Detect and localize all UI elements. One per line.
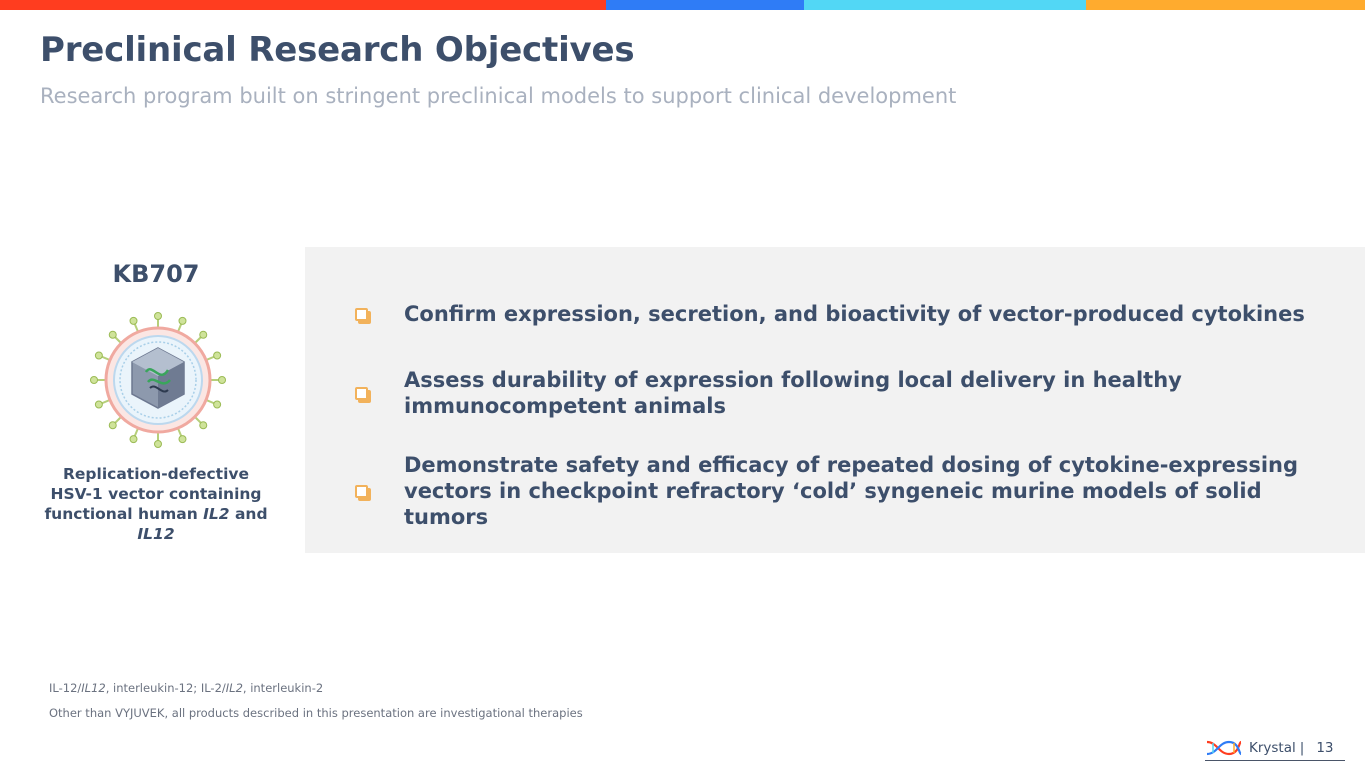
krystal-dna-logo-icon	[1205, 738, 1243, 758]
virus-spike-tip	[109, 331, 116, 338]
objective-text: Assess durability of expression following local delivery in healthy immunocompetent animals	[404, 368, 1182, 418]
virus-spike-tip	[155, 441, 162, 448]
brand-separator: |	[1299, 740, 1305, 756]
virus-spike-tip	[214, 401, 221, 408]
product-description	[40, 464, 272, 544]
bar-segment-blue	[606, 0, 804, 10]
product-name: KB707	[112, 260, 200, 288]
disclaimer-footnote: Other than VYJUVEK, all products described in this presentation are investigational therapies	[49, 706, 583, 720]
virus-spike-tip	[109, 422, 116, 429]
hsv-virus-icon	[88, 310, 228, 450]
virus-spike-tip	[95, 401, 102, 408]
desc-line-1: Replication-defective	[62, 465, 250, 483]
virus-spike-tip	[200, 331, 207, 338]
objective-item	[355, 452, 1314, 530]
checkbox-bullet-icon	[355, 485, 368, 498]
virus-spike-tip	[214, 352, 221, 359]
virus-spike-tip	[179, 436, 186, 443]
virus-spike-tip	[219, 377, 226, 384]
virus-spike-tip	[95, 352, 102, 359]
virus-spike-tip	[130, 317, 137, 324]
bar-segment-red	[0, 0, 606, 10]
virus-spike-tip	[130, 436, 137, 443]
desc-line-3: functional human IL2 and	[44, 505, 268, 523]
virus-spike-tip	[200, 422, 207, 429]
virus-spike-tip	[91, 377, 98, 384]
desc-line-2: HSV-1 vector containing	[50, 485, 262, 503]
abbreviations-footnote: IL-12/IL12, interleukin-12; IL-2/IL2, interleukin-2	[49, 681, 324, 695]
objective-text: Confirm expression, secretion, and bioactivity of vector-produced cytokines	[404, 302, 1305, 326]
page-subtitle: Research program built on stringent preclinical models to support clinical development	[40, 84, 957, 108]
brand-name: Krystal	[1249, 740, 1296, 756]
page-number: 13	[1316, 740, 1334, 756]
checkbox-bullet-icon	[355, 387, 368, 400]
bar-segment-orange	[1086, 0, 1365, 10]
top-color-bar	[0, 0, 1365, 10]
desc-line-4	[40, 524, 272, 544]
gene-il12: IL12	[137, 525, 175, 543]
bar-segment-cyan	[804, 0, 1086, 10]
objectives-panel	[305, 247, 1365, 553]
objective-item	[355, 367, 1184, 419]
footer-brand	[1205, 736, 1345, 761]
virus-spike-tip	[179, 317, 186, 324]
gene-il2: IL2	[203, 505, 230, 523]
checkbox-bullet-icon	[355, 308, 368, 321]
objective-item	[355, 301, 1324, 327]
page-title: Preclinical Research Objectives	[40, 30, 635, 70]
objective-text: Demonstrate safety and efficacy of repeated dosing of cytokine-expressing vectors in checkpoint refractory ‘cold’ syngeneic murine models of solid tumors	[404, 453, 1299, 529]
virus-spike-tip	[155, 313, 162, 320]
